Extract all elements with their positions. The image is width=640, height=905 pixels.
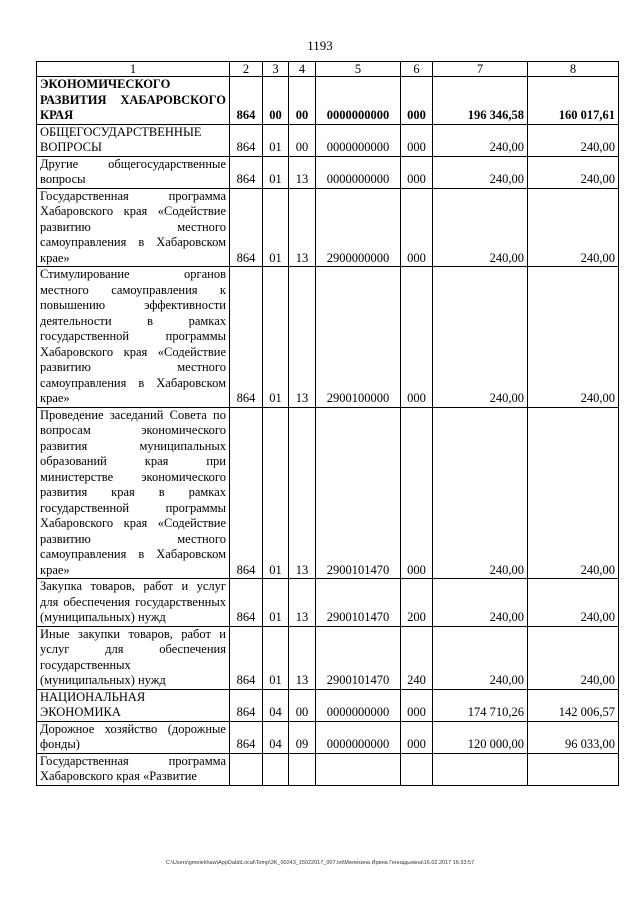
cell-c6: 000 bbox=[401, 188, 433, 267]
cell-c7: 120 000,00 bbox=[433, 721, 528, 753]
header-cell: 6 bbox=[401, 62, 433, 77]
cell-c8: 240,00 bbox=[528, 156, 619, 188]
cell-c7: 240,00 bbox=[433, 626, 528, 689]
header-cell: 7 bbox=[433, 62, 528, 77]
cell-c3: 01 bbox=[263, 626, 289, 689]
cell-c5 bbox=[316, 753, 401, 785]
cell-c4: 13 bbox=[289, 188, 316, 267]
cell-c7: 240,00 bbox=[433, 124, 528, 156]
cell-c2: 864 bbox=[230, 407, 263, 579]
cell-c4: 00 bbox=[289, 689, 316, 721]
cell-c3: 04 bbox=[263, 721, 289, 753]
cell-c2: 864 bbox=[230, 626, 263, 689]
table-row bbox=[37, 188, 619, 267]
header-cell: 1 bbox=[37, 62, 230, 77]
table-row bbox=[37, 626, 619, 689]
cell-c8 bbox=[528, 753, 619, 785]
row-name: Государственная программа Хабаровского края «Содействие развитию местного самоуправления в Хабаровском крае» bbox=[37, 188, 230, 267]
cell-c6: 000 bbox=[401, 689, 433, 721]
header-cell: 5 bbox=[316, 62, 401, 77]
cell-c3: 04 bbox=[263, 689, 289, 721]
file-path-footer: C:\Users\gmelekhaw\AppData\Local\Temp\3K_00243_15022017_007.txt\Мелехина Ирина Геннадьевна\16.02.2017 16:33:57 bbox=[165, 860, 475, 866]
cell-c8: 240,00 bbox=[528, 188, 619, 267]
cell-c5: 0000000000 bbox=[316, 124, 401, 156]
cell-c5: 2900100000 bbox=[316, 267, 401, 408]
cell-c4 bbox=[289, 753, 316, 785]
table-row bbox=[37, 753, 619, 785]
cell-c6: 000 bbox=[401, 77, 433, 125]
cell-c7: 240,00 bbox=[433, 188, 528, 267]
budget-table bbox=[36, 61, 619, 786]
cell-c7 bbox=[433, 753, 528, 785]
cell-c7: 240,00 bbox=[433, 579, 528, 627]
header-cell: 4 bbox=[289, 62, 316, 77]
cell-c8: 240,00 bbox=[528, 267, 619, 408]
cell-c2: 864 bbox=[230, 188, 263, 267]
row-name: Проведение заседаний Совета по вопросам экономического развития муниципальных образований края при министерстве экономического развития края в рамках государственной программы Хабаровского края «Содействие развитию местного самоуправления в Хабаровском крае» bbox=[37, 407, 230, 579]
cell-c7: 174 710,26 bbox=[433, 689, 528, 721]
cell-c4: 00 bbox=[289, 124, 316, 156]
table-row bbox=[37, 156, 619, 188]
cell-c2: 864 bbox=[230, 124, 263, 156]
row-name: Дорожное хозяйство (дорожные фонды) bbox=[37, 721, 230, 753]
row-name: Закупка товаров, работ и услуг для обеспечения государственных (муниципальных) нужд bbox=[37, 579, 230, 627]
table-row bbox=[37, 721, 619, 753]
cell-c6: 000 bbox=[401, 407, 433, 579]
cell-c3: 01 bbox=[263, 267, 289, 408]
page-number: 1193 bbox=[307, 38, 333, 53]
cell-c3: 01 bbox=[263, 156, 289, 188]
header-cell: 8 bbox=[528, 62, 619, 77]
row-name: Другие общегосударственные вопросы bbox=[37, 156, 230, 188]
cell-c4: 13 bbox=[289, 626, 316, 689]
cell-c3: 00 bbox=[263, 77, 289, 125]
cell-c5: 0000000000 bbox=[316, 721, 401, 753]
cell-c8: 142 006,57 bbox=[528, 689, 619, 721]
cell-c5: 0000000000 bbox=[316, 156, 401, 188]
cell-c4: 00 bbox=[289, 77, 316, 125]
table-row bbox=[37, 124, 619, 156]
cell-c4: 13 bbox=[289, 579, 316, 627]
cell-c6: 000 bbox=[401, 124, 433, 156]
row-name: Иные закупки товаров, работ и услуг для обеспечения государственных (муниципальных) нужд bbox=[37, 626, 230, 689]
table-row bbox=[37, 689, 619, 721]
cell-c2: 864 bbox=[230, 77, 263, 125]
cell-c4: 13 bbox=[289, 407, 316, 579]
cell-c4: 13 bbox=[289, 267, 316, 408]
header-cell: 2 bbox=[230, 62, 263, 77]
cell-c7: 240,00 bbox=[433, 156, 528, 188]
cell-c8: 240,00 bbox=[528, 407, 619, 579]
cell-c8: 240,00 bbox=[528, 579, 619, 627]
cell-c3: 01 bbox=[263, 124, 289, 156]
cell-c8: 160 017,61 bbox=[528, 77, 619, 125]
cell-c3: 01 bbox=[263, 188, 289, 267]
cell-c6: 000 bbox=[401, 156, 433, 188]
cell-c2: 864 bbox=[230, 721, 263, 753]
cell-c2: 864 bbox=[230, 267, 263, 408]
cell-c7: 240,00 bbox=[433, 267, 528, 408]
cell-c3: 01 bbox=[263, 579, 289, 627]
cell-c2: 864 bbox=[230, 579, 263, 627]
row-name: НАЦИОНАЛЬНАЯ ЭКОНОМИКА bbox=[37, 689, 230, 721]
row-name: Стимулирование органов местного самоуправления к повышению эффективности деятельности в рамках государственной программы Хабаровского края «Содействие развитию местного самоуправления в Хабаровском крае» bbox=[37, 267, 230, 408]
cell-c2: 864 bbox=[230, 689, 263, 721]
header-row bbox=[37, 62, 619, 77]
cell-c6: 000 bbox=[401, 721, 433, 753]
cell-c4: 09 bbox=[289, 721, 316, 753]
cell-c4: 13 bbox=[289, 156, 316, 188]
cell-c6: 200 bbox=[401, 579, 433, 627]
table-row bbox=[37, 77, 619, 125]
cell-c5: 0000000000 bbox=[316, 689, 401, 721]
row-name: Государственная программа Хабаровского края «Развитие bbox=[37, 753, 230, 785]
cell-c7: 196 346,58 bbox=[433, 77, 528, 125]
cell-c5: 0000000000 bbox=[316, 77, 401, 125]
row-name: ОБЩЕГОСУДАРСТВЕННЫЕ ВОПРОСЫ bbox=[37, 124, 230, 156]
cell-c7: 240,00 bbox=[433, 407, 528, 579]
header-cell: 3 bbox=[263, 62, 289, 77]
cell-c5: 2900101470 bbox=[316, 579, 401, 627]
row-name: ЭКОНОМИЧЕСКОГО РАЗВИТИЯ ХАБАРОВСКОГО КРАЯ bbox=[37, 77, 230, 125]
cell-c5: 2900101470 bbox=[316, 407, 401, 579]
cell-c8: 240,00 bbox=[528, 626, 619, 689]
cell-c8: 96 033,00 bbox=[528, 721, 619, 753]
cell-c2: 864 bbox=[230, 156, 263, 188]
cell-c8: 240,00 bbox=[528, 124, 619, 156]
cell-c3 bbox=[263, 753, 289, 785]
cell-c5: 2900101470 bbox=[316, 626, 401, 689]
table-row bbox=[37, 407, 619, 579]
cell-c6: 000 bbox=[401, 267, 433, 408]
cell-c2 bbox=[230, 753, 263, 785]
cell-c5: 2900000000 bbox=[316, 188, 401, 267]
cell-c3: 01 bbox=[263, 407, 289, 579]
cell-c6 bbox=[401, 753, 433, 785]
cell-c6: 240 bbox=[401, 626, 433, 689]
table-row bbox=[37, 267, 619, 408]
table-row bbox=[37, 579, 619, 627]
